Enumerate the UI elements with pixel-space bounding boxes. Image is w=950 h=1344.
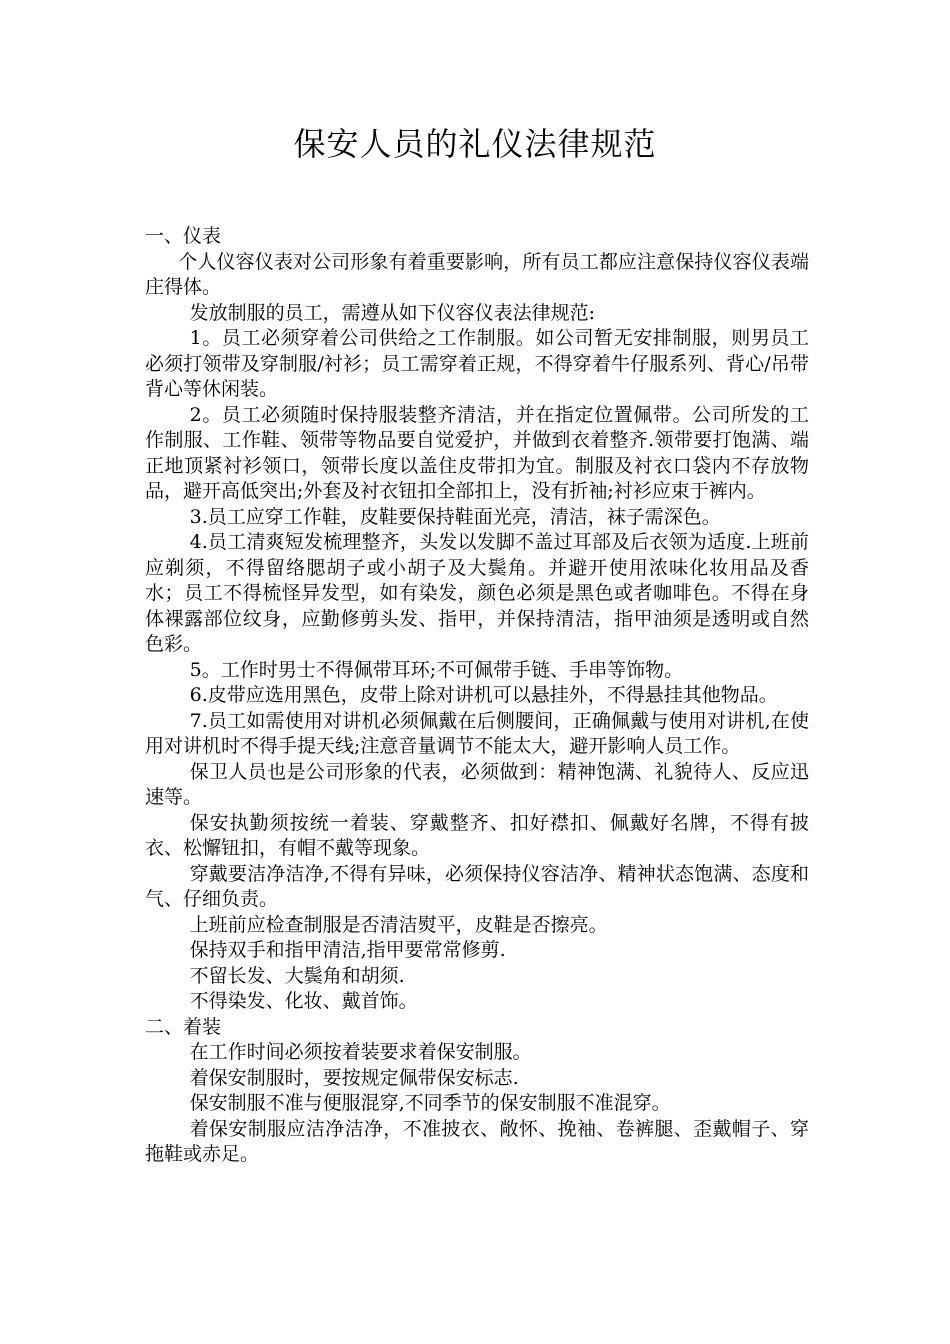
paragraph: 不留长发、大鬓角和胡须. bbox=[189, 964, 405, 987]
rule-item: 4.员工清爽短发梳理整齐，头发以发脚不盖过耳部及后衣领为适度.上班前应剃须，不得留络腮胡子或小胡子及大鬓角。并避开使用浓味化妆用品及香水；员工不得梳怪异发型，如有染发，颜色必须是黑色或者咖啡色。不得在身体裸露部位纹身，应勤修剪头发、指甲，并保持清洁，指甲油须是透明或自然色彩。 bbox=[145, 531, 809, 655]
rule-item: 1。员工必须穿着公司供给之工作制服。如公司暂无安排制服，则男员工必须打领带及穿制服/衬衫；员工需穿着正规，不得穿着牛仔服系列、背心/吊带背心等休闲装。 bbox=[145, 327, 809, 400]
paragraph: 保持双手和指甲清洁,指甲要常常修剪. bbox=[189, 939, 506, 961]
document-title: 保安人员的礼仪法律规范 bbox=[293, 125, 657, 163]
paragraph: 着保安制服应洁净洁净，不准披衣、敞怀、挽袖、卷裤腿、歪戴帽子、穿拖鞋或赤足。 bbox=[145, 1117, 809, 1165]
rule-item: 6.皮带应选用黑色，皮带上除对讲机可以悬挂外，不得悬挂其他物品。 bbox=[189, 684, 778, 706]
document-body bbox=[145, 224, 809, 1168]
rule-item: 2。员工必须随时保持服装整齐清洁，并在指定位置佩带。公司所发的工作制服、工作鞋、领带等物品要自觉爱护，并做到衣着整齐.领带要打饱满、端正地顶紧衬衫领口，领带长度以盖住皮带扣为宜。制服及衬衣口袋内不存放物品，避开高低突出;外套及衬衣钮扣全部扣上，没有折袖;衬衫应束于裤内。 bbox=[145, 403, 809, 502]
rule-item: 5。工作时男士不得佩带耳环;不可佩带手链、手串等饰物。 bbox=[189, 658, 684, 681]
section-heading-appearance: 一、仪表 bbox=[145, 225, 222, 247]
paragraph: 在工作时间必须按着装要求着保安制服。 bbox=[189, 1041, 532, 1063]
paragraph: 个人仪容仪表对公司形象有着重要影响，所有员工都应注意保持仪容仪表端庄得体。 bbox=[145, 250, 809, 298]
paragraph: 不得染发、化妆、戴首饰。 bbox=[189, 990, 418, 1012]
paragraph: 穿戴要洁净洁净,不得有异味，必须保持仪容洁净、精神状态饱满、态度和气、仔细负责。 bbox=[145, 862, 809, 910]
paragraph: 保卫人员也是公司形象的代表，必须做到：精神饱满、礼貌待人、反应迅速等。 bbox=[145, 760, 809, 808]
paragraph: 上班前应检查制服是否清洁熨平，皮鞋是否擦亮。 bbox=[189, 913, 608, 936]
paragraph: 发放制服的员工，需遵从如下仪容仪表法律规范: bbox=[189, 301, 596, 324]
rule-item: 7.员工如需使用对讲机必须佩戴在后侧腰间，正确佩戴与使用对讲机,在使用对讲机时不得手提天线;注意音量调节不能太大，避开影响人员工作。 bbox=[145, 709, 809, 757]
paragraph: 保安制服不准与便服混穿,不同季节的保安制服不准混穿。 bbox=[189, 1092, 671, 1114]
paragraph: 着保安制服时，要按规定佩带保安标志. bbox=[189, 1066, 519, 1089]
paragraph: 保安执勤须按统一着装、穿戴整齐、扣好襟扣、佩戴好名牌，不得有披衣、松懈钮扣，有帽不戴等现象。 bbox=[145, 811, 809, 859]
section-heading-attire: 二、着装 bbox=[145, 1015, 222, 1038]
rule-item: 3.员工应穿工作鞋，皮鞋要保持鞋面光亮，清洁，袜子需深色。 bbox=[189, 505, 721, 528]
